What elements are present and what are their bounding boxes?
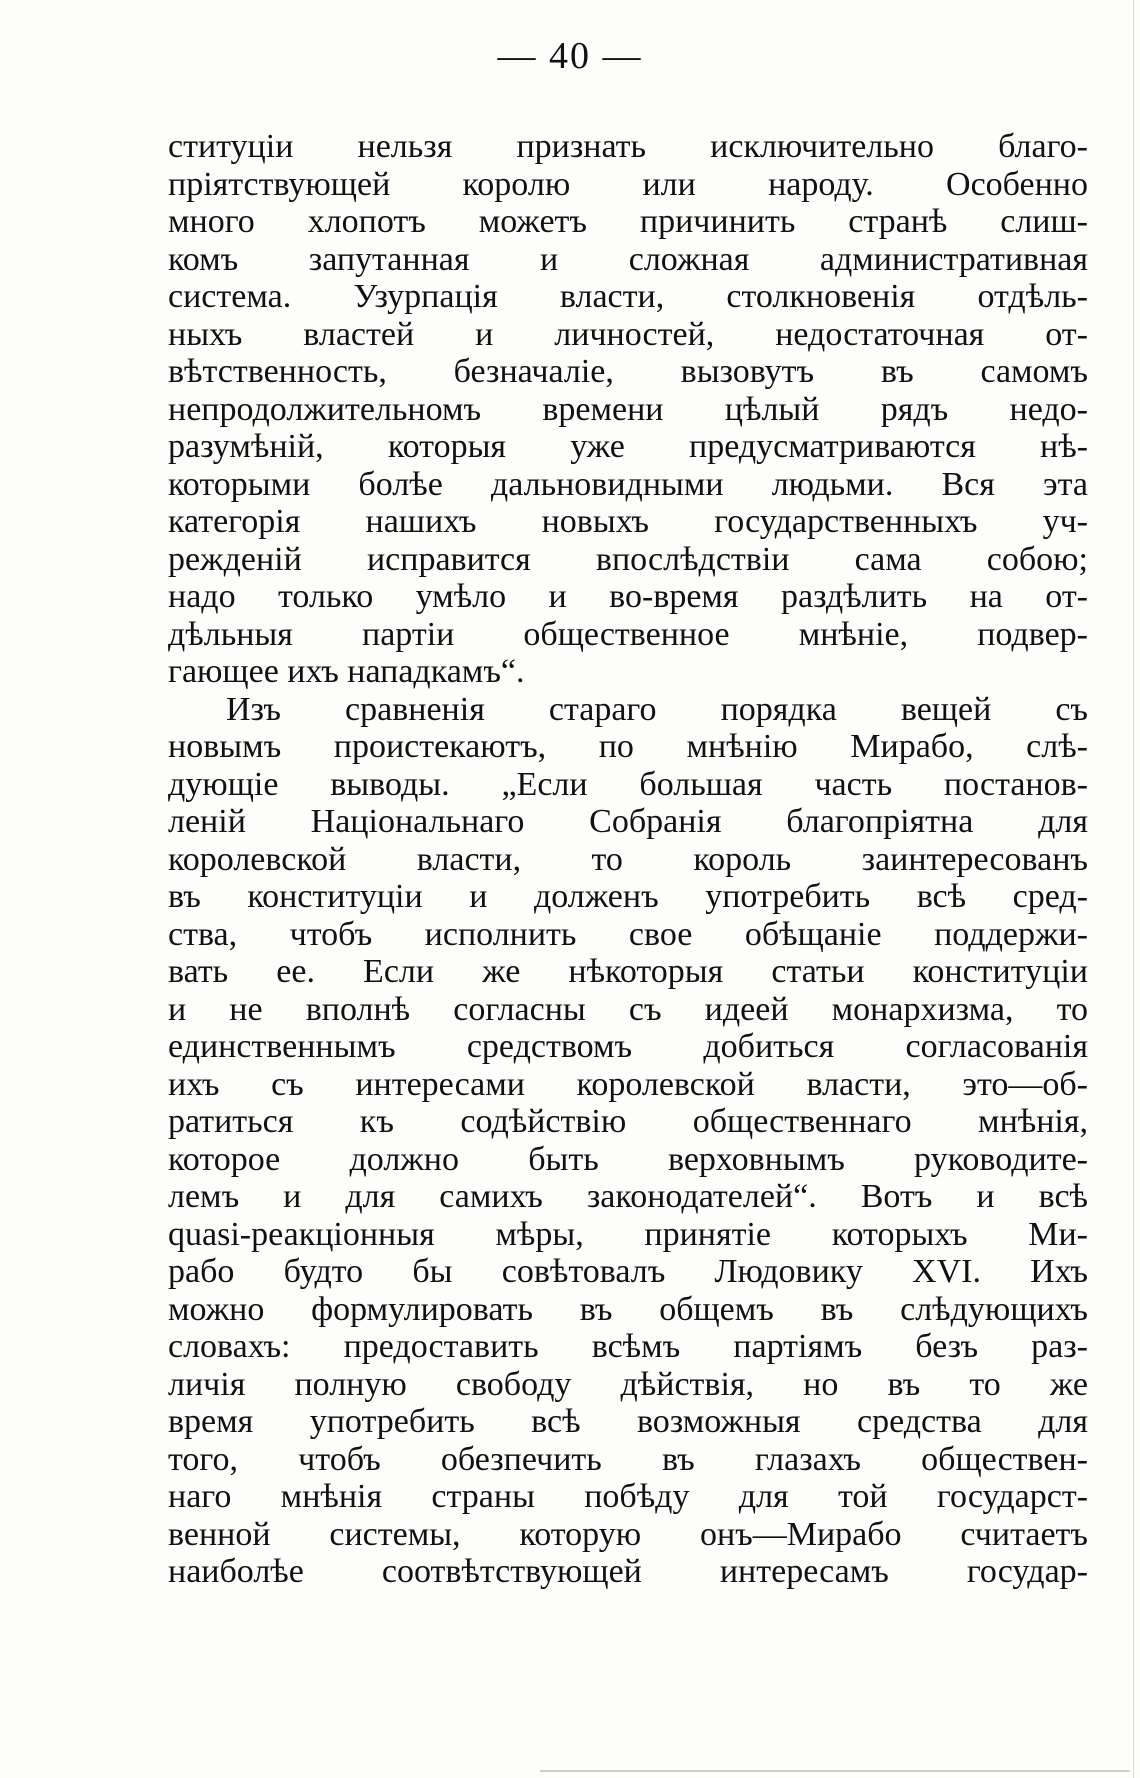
text-line: ратиться къ содѣйствію общественнаго мнѣнія, [168, 1103, 1088, 1140]
text-line: наго мнѣнія страны побѣду для той государст- [168, 1478, 1088, 1515]
text-line: дѣльныя партіи общественное мнѣніе, подвер- [168, 615, 1088, 653]
text-line: лемъ и для самихъ законодателей“. Вотъ и всѣ [168, 1178, 1088, 1215]
text-line: королевской власти, то король заинтересованъ [168, 840, 1088, 878]
text-line: венной системы, которую онъ—Мирабо считаетъ [168, 1515, 1088, 1553]
text-line: время употребить всѣ возможныя средства для [168, 1403, 1088, 1440]
text-line: надо только умѣло и во-время раздѣлить на от- [168, 578, 1088, 615]
text-line: quasi-реакціонныя мѣры, принятіе которыхъ Ми- [168, 1215, 1088, 1253]
page-edge-line [1133, 0, 1134, 1778]
text-line: можно формулировать въ общемъ въ слѣдующихъ [168, 1290, 1088, 1328]
text-line: комъ запутанная и сложная административная [168, 240, 1088, 278]
text-line: которыми болѣе дальновидными людьми. Вся эта [168, 465, 1088, 503]
body-text [168, 128, 1088, 1591]
text-line: вать ее. Если же нѣкоторыя статьи конституціи [168, 953, 1088, 990]
text-line: въ конституціи и долженъ употребить всѣ сред- [168, 878, 1088, 915]
text-line: разумѣній, которыя уже предусматриваются нѣ- [168, 428, 1088, 465]
text-line: словахъ: предоставить всѣмъ партіямъ безъ раз- [168, 1328, 1088, 1365]
text-line: ства, чтобъ исполнить свое обѣщаніе поддержи- [168, 915, 1088, 953]
text-line: единственнымъ средствомъ добиться согласованія [168, 1028, 1088, 1065]
text-line: ихъ съ интересами королевской власти, это—об- [168, 1065, 1088, 1103]
text-line: вѣтственность, безначаліе, вызовутъ въ самомъ [168, 353, 1088, 390]
page-number: — 40 — [497, 35, 643, 77]
text-line: леній Національнаго Собранія благопріятна для [168, 803, 1088, 840]
text-line: рабо будто бы совѣтовалъ Людовику XVI. Ихъ [168, 1253, 1088, 1290]
text-line: новымъ проистекаютъ, по мнѣнію Мирабо, слѣ- [168, 728, 1088, 765]
text-line: которое должно быть верховнымъ руководите- [168, 1140, 1088, 1178]
text-line: много хлопотъ можетъ причинить странѣ слиш- [168, 203, 1088, 240]
text-line: того, чтобъ обезпечить въ глазахъ обществен- [168, 1440, 1088, 1478]
text-line: и не вполнѣ согласны съ идеей монархизма, то [168, 990, 1088, 1028]
text-line: Изъ сравненія стараго порядка вещей съ [226, 690, 1088, 728]
text-line: непродолжительномъ времени цѣлый рядъ недо- [168, 390, 1088, 428]
text-line: пріятствующей королю или народу. Особенно [168, 165, 1088, 203]
text-line: гающее ихъ нападкамъ“. [168, 653, 525, 690]
text-line: ституціи нельзя признать исключительно благо- [168, 128, 1088, 165]
paragraph-2 [168, 691, 1088, 1591]
text-line: наиболѣе соотвѣтствующей интересамъ государ- [168, 1553, 1088, 1590]
text-line: ныхъ властей и личностей, недостаточная от- [168, 315, 1088, 353]
page-bottom-edge [540, 1770, 1130, 1772]
text-line: личія полную свободу дѣйствія, но въ то же [168, 1365, 1088, 1403]
text-line: категорія нашихъ новыхъ государственныхъ уч- [168, 503, 1088, 540]
text-line: режденій исправится впослѣдствіи сама собою; [168, 540, 1088, 578]
text-line: система. Узурпація власти, столкновенія отдѣль- [168, 278, 1088, 315]
paragraph-1 [168, 128, 1088, 691]
text-line: дующіе выводы. „Если большая часть постанов- [168, 765, 1088, 803]
